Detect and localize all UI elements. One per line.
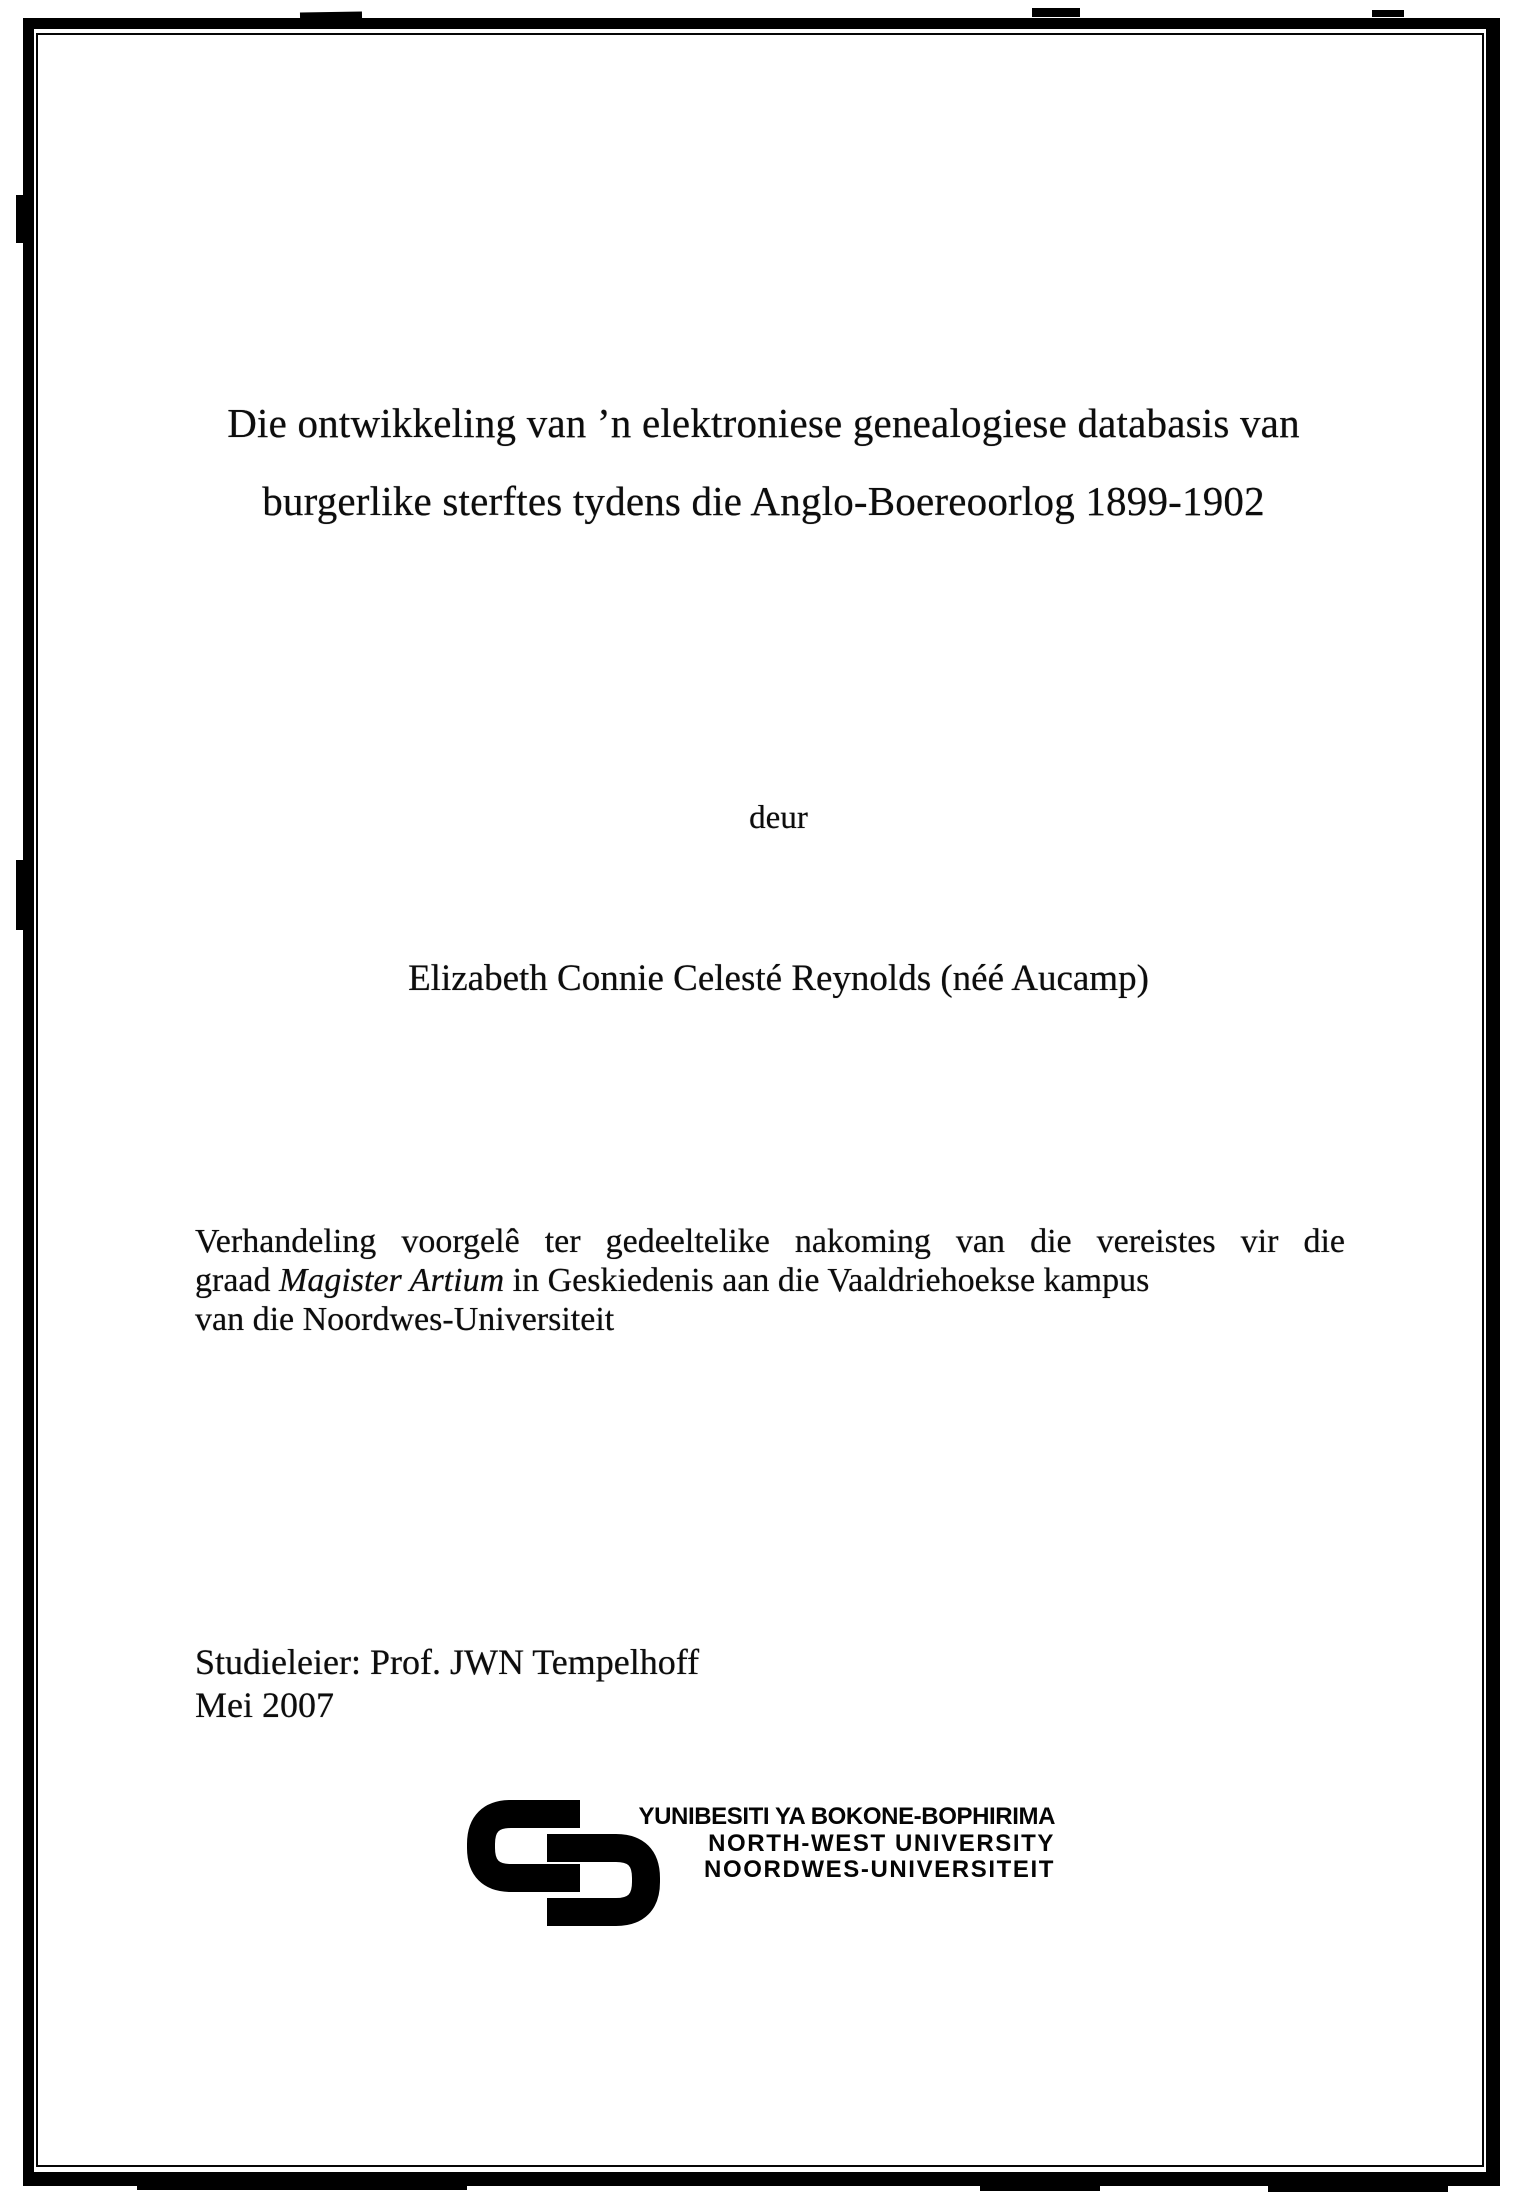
date-line: Mei 2007 xyxy=(195,1685,334,1725)
nwu-logo-text xyxy=(639,1803,1056,1883)
scan-artifact xyxy=(16,195,25,243)
statement-line-3: van die Noordwes-Universiteit xyxy=(195,1301,615,1338)
statement-line-2-suffix: in Geskiedenis aan die Vaaldriehoekse kampus xyxy=(504,1262,1150,1299)
nwu-chain-links-icon xyxy=(467,1800,660,1926)
statement-line-1: Verhandeling voorgelê ter gedeeltelike nakoming van die vereistes vir die xyxy=(195,1223,1345,1260)
statement-line-2-prefix: graad xyxy=(195,1262,280,1299)
degree-name: Magister Artium xyxy=(279,1262,505,1299)
scan-artifact xyxy=(16,860,25,930)
title-line-1: Die ontwikkeling van ’n elektroniese genealogiese databasis van xyxy=(227,400,1300,446)
scan-artifact xyxy=(300,11,362,19)
logo-line-afrikaans: NOORDWES-UNIVERSITEIT xyxy=(704,1856,1055,1883)
logo-line-english: NORTH-WEST UNIVERSITY xyxy=(708,1830,1055,1857)
supervisor-line: Studieleier: Prof. JWN Tempelhoff xyxy=(195,1642,700,1682)
scan-artifact xyxy=(137,2182,467,2190)
author-name: Elizabeth Connie Celesté Reynolds (néé Aucamp) xyxy=(408,958,1149,999)
scan-artifact xyxy=(980,2183,1100,2191)
scan-artifact xyxy=(1372,10,1404,17)
scan-artifact xyxy=(1032,8,1080,17)
logo-line-setswana: YUNIBESITI YA BOKONE-BOPHIRIMA xyxy=(638,1803,1055,1830)
nwu-logo xyxy=(467,1800,1055,1930)
title-line-2: burgerlike sterftes tydens die Anglo-Boereoorlog 1899-1902 xyxy=(262,478,1265,524)
degree-statement xyxy=(195,1222,1345,1339)
byline-deur: deur xyxy=(749,800,808,836)
statement-line-2 xyxy=(195,1261,1345,1300)
thesis-title xyxy=(60,384,1467,540)
scan-artifact xyxy=(1268,2183,1448,2192)
